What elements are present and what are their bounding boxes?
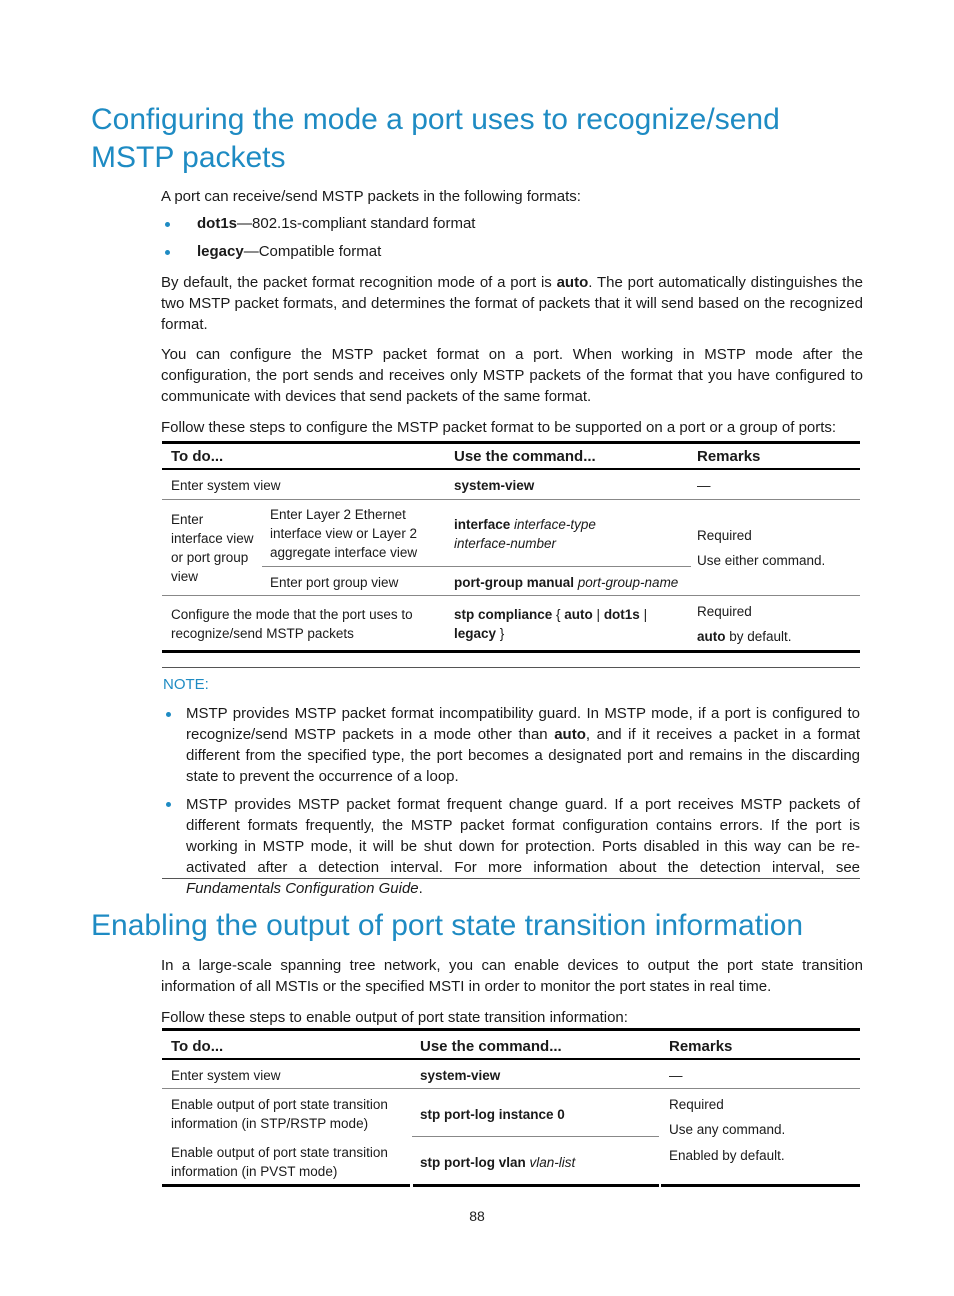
cmd-arg: vlan-list bbox=[529, 1155, 576, 1170]
table-row-command bbox=[420, 1153, 575, 1172]
table-row-todo: Enter system view bbox=[171, 1068, 281, 1083]
bullet-dot-icon bbox=[165, 250, 170, 255]
bullet-term: legacy bbox=[197, 243, 244, 260]
table-row-command: system-view bbox=[420, 1068, 501, 1083]
mstp-format-table bbox=[162, 441, 860, 656]
cmd-keyword: stp compliance bbox=[454, 607, 553, 622]
steps-intro-paragraph: Follow these steps to configure the MSTP packet format to be supported on a port or a group of ports: bbox=[161, 419, 837, 436]
note-label: NOTE: bbox=[163, 676, 209, 693]
table-row-subtodo-interface: Enter Layer 2 Ethernet interface view or Layer 2 aggregate interface view bbox=[270, 507, 418, 560]
configure-paragraph: You can configure the MSTP packet format on a port. When working in MSTP mode after the configuration, the port sends and receives only MSTP packets of the format that you have configured to communicate with devices that send packets of the same format. bbox=[161, 346, 863, 405]
table-row-remark: Required bbox=[697, 528, 752, 543]
table-row-remark: Required bbox=[697, 604, 752, 619]
auto-keyword: auto bbox=[554, 726, 586, 743]
cmd-keyword: legacy bbox=[454, 626, 497, 641]
guide-reference-link: Fundamentals Configuration Guide bbox=[186, 880, 419, 897]
steps-intro-paragraph: Follow these steps to enable output of port state transition information: bbox=[161, 1009, 628, 1026]
cmd-keyword: port-group manual bbox=[454, 575, 574, 590]
table-row-command bbox=[454, 605, 664, 643]
table-row-todo: Configure the mode that the port uses to recognize/send MSTP packets bbox=[171, 607, 413, 641]
cmd-keyword: stp port-log vlan bbox=[420, 1155, 526, 1170]
col-header-remarks: Remarks bbox=[669, 1038, 733, 1055]
bullet-text: —802.1s-compliant standard format bbox=[237, 215, 476, 232]
cmd-keyword: interface bbox=[454, 517, 511, 532]
text-run: . The port automatically distinguishes the two MSTP packet formats, and determines the format of packets that it will send based on the recognized format. bbox=[161, 274, 864, 333]
auto-keyword: auto bbox=[697, 629, 726, 644]
table-row-command-interface bbox=[454, 515, 634, 553]
port-log-table bbox=[162, 1028, 860, 1193]
note-bullet-icon bbox=[166, 802, 171, 807]
cmd-arg: port-group-name bbox=[577, 575, 679, 590]
cmd-sep: | bbox=[592, 607, 604, 622]
table-row-command: stp port-log instance 0 bbox=[420, 1107, 565, 1122]
note-bottom-rule bbox=[162, 878, 860, 879]
table-row-remark bbox=[697, 627, 792, 646]
table-row-remark: Required bbox=[669, 1097, 724, 1112]
bullet-legacy bbox=[197, 241, 381, 262]
bullet-dot-icon bbox=[165, 222, 170, 227]
table-row-remark: Use any command. bbox=[669, 1122, 786, 1137]
note-top-rule bbox=[162, 667, 860, 668]
section-title-mstp-mode: Configuring the mode a port uses to recognize/send MSTP packets bbox=[91, 103, 780, 174]
text-run: , and if it receives a packet in a format different from the specified type, the port becomes a designated port and remains in the discarding state to prevent the occurrence of a loop. bbox=[186, 726, 860, 785]
section-title-port-state-output: Enabling the output of port state transition information bbox=[91, 909, 804, 942]
text-run: by default. bbox=[725, 629, 792, 644]
note-item-frequent-change-guard bbox=[186, 794, 860, 899]
cmd-sep: { bbox=[552, 607, 565, 622]
col-header-remarks: Remarks bbox=[697, 448, 761, 465]
large-scale-paragraph: In a large-scale spanning tree network, you can enable devices to output the port state transition information of all MSTIs or the specified MSTI in order to monitor the port states in real time. bbox=[161, 957, 863, 995]
note-bullet-icon bbox=[166, 712, 171, 717]
text-run: MSTP provides MSTP packet format frequent change guard. If a port receives MSTP packets of different formats frequently, the MSTP packet format configuration contains errors. If the port is working in MSTP mode, it will be shut down for protection. Ports disabled in this way can be re-activated after a detection interval. For more information about the detection interval, see bbox=[186, 796, 860, 876]
table-row-command-portgroup bbox=[454, 573, 678, 592]
bullet-dot1s bbox=[197, 213, 475, 234]
text-run: . bbox=[418, 880, 423, 897]
default-mode-paragraph bbox=[161, 272, 863, 335]
table-row-remark: Use either command. bbox=[697, 553, 826, 568]
table-row-subtodo-portgroup: Enter port group view bbox=[270, 575, 399, 590]
table-row-todo: Enter system view bbox=[171, 478, 281, 493]
table-row-remark: — bbox=[697, 478, 711, 493]
cmd-sep: } bbox=[496, 626, 505, 641]
bullet-term: dot1s bbox=[197, 215, 238, 232]
table-row-todo: Enable output of port state transition information (in STP/RSTP mode) bbox=[171, 1097, 388, 1131]
note-item-incompatibility-guard bbox=[186, 703, 860, 787]
intro-paragraph: A port can receive/send MSTP packets in the following formats: bbox=[161, 188, 581, 205]
cmd-arg: interface-type interface-number bbox=[454, 517, 596, 551]
table-row-command: system-view bbox=[454, 478, 535, 493]
col-header-todo: To do... bbox=[171, 448, 224, 465]
col-header-command: Use the command... bbox=[420, 1038, 562, 1055]
table-row-remark: — bbox=[669, 1068, 683, 1083]
page-number: 88 bbox=[469, 1208, 485, 1224]
table-row-remark: Enabled by default. bbox=[669, 1148, 785, 1163]
cmd-keyword: dot1s bbox=[603, 607, 640, 622]
bullet-text: —Compatible format bbox=[243, 243, 382, 260]
cmd-keyword: auto bbox=[564, 607, 593, 622]
col-header-todo: To do... bbox=[171, 1038, 224, 1055]
cmd-sep: | bbox=[639, 607, 648, 622]
table-row-todo: Enable output of port state transition information (in PVST mode) bbox=[171, 1145, 388, 1179]
auto-keyword: auto bbox=[556, 274, 589, 291]
col-header-command: Use the command... bbox=[454, 448, 596, 465]
table-row-group-label: Enter interface view or port group view bbox=[171, 512, 254, 584]
text-run: By default, the packet format recognition mode of a port is bbox=[161, 274, 557, 291]
text-run: MSTP provides MSTP packet format incompatibility guard. In MSTP mode, if a port is configured to recognize/send MSTP packets in a mode other than bbox=[186, 705, 860, 743]
